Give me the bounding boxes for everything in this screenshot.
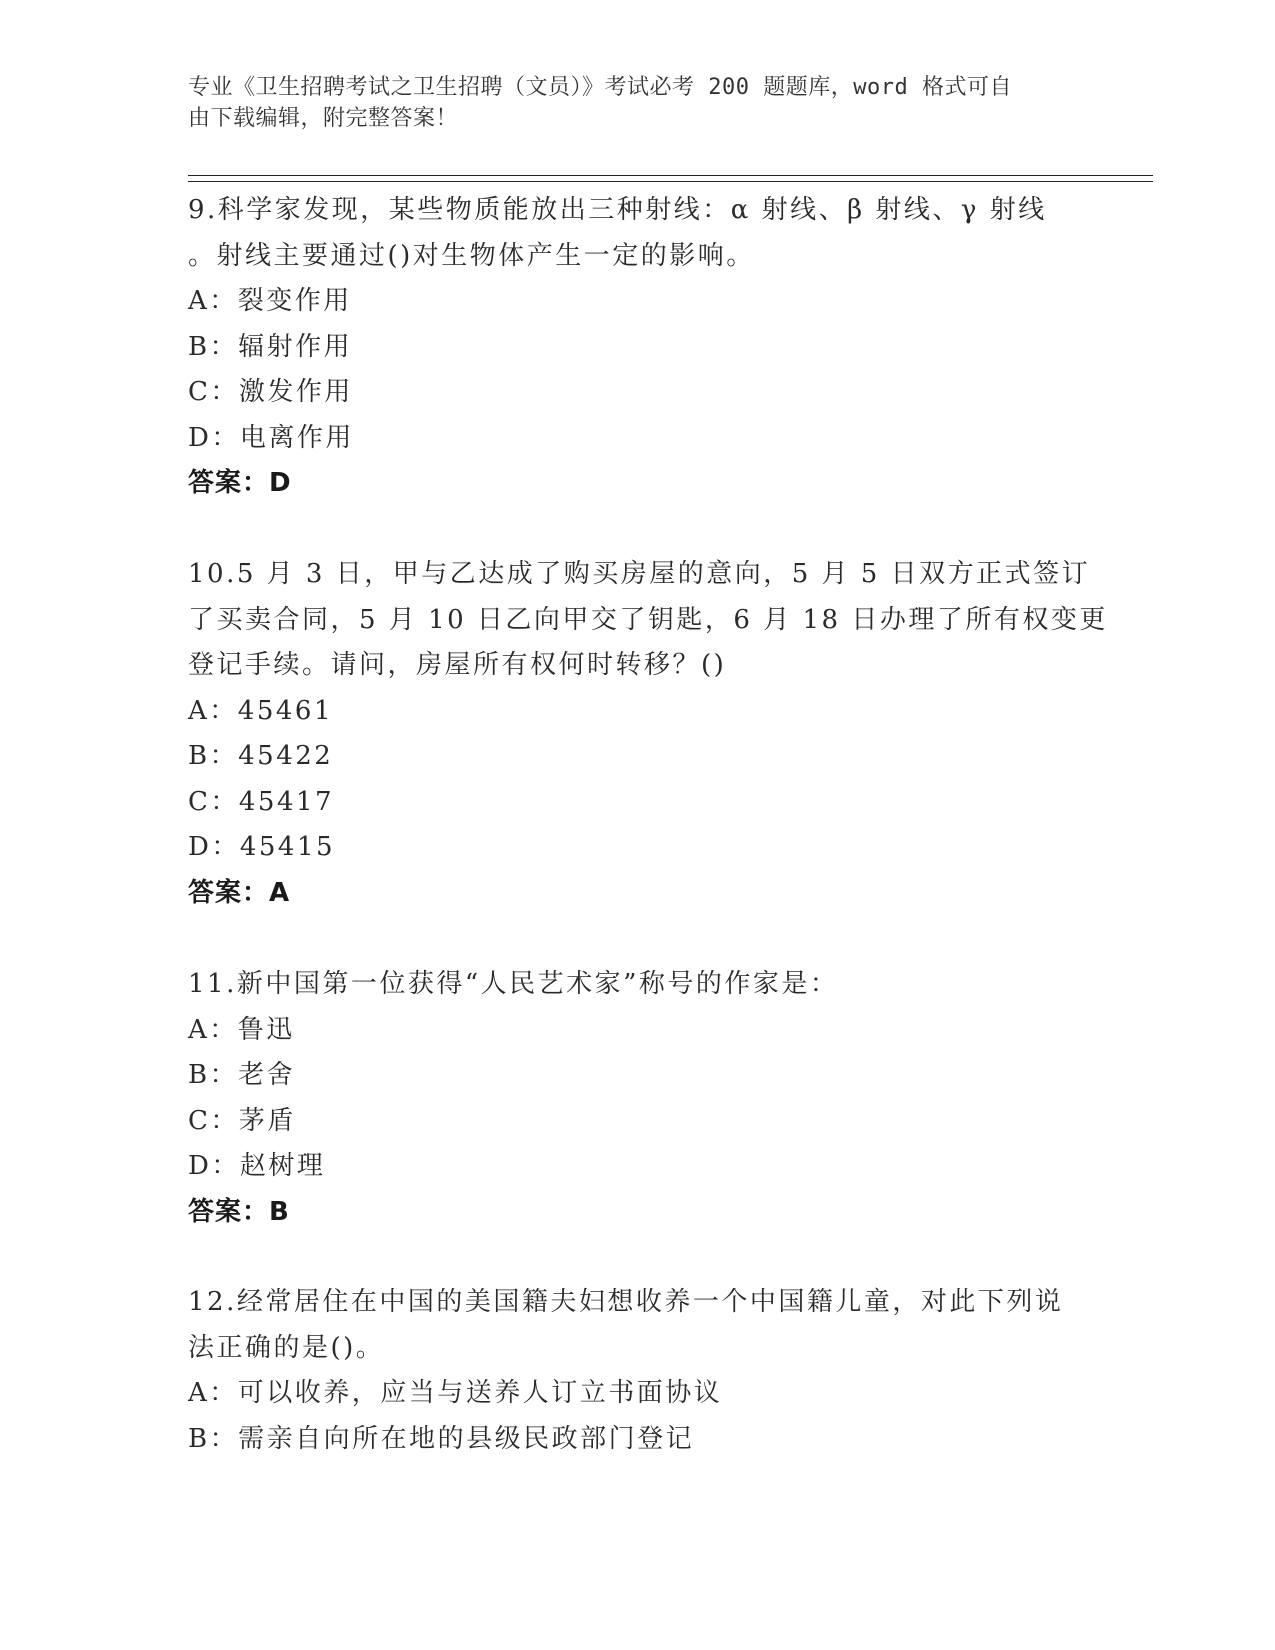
question-stem-line: 11.新中国第一位获得“人民艺术家”称号的作家是： [188,969,839,999]
option-b: B：辐射作用 [188,331,353,362]
option-a: A：鲁迅 [188,1014,295,1045]
option-c: C：茅盾 [188,1105,296,1136]
question-block [188,552,1108,916]
option-c: C：45417 [188,786,335,817]
header-line: 由下载编辑，附完整答案！ [188,106,459,131]
option-c: C：激发作用 [188,377,353,407]
header-line: 专业《卫生招聘考试之卫生招聘（文员）》考试必考 200 题题库，word 格式可自 [188,75,1012,100]
answer-line: 答案：B [188,1196,290,1227]
header-divider [188,175,1153,176]
option-b: B：老舍 [188,1060,296,1090]
question-stem-line: 9.科学家发现，某些物质能放出三种射线：α 射线、β 射线、γ 射线 [188,195,1047,225]
question-block [188,962,1088,1235]
option-d: D：电离作用 [188,422,354,453]
option-b: B：45422 [188,741,334,771]
option-b: B：需亲自向所在地的县级民政部门登记 [188,1423,695,1454]
question-stem-line: 12.经常居住在中国的美国籍夫妇想收养一个中国籍儿童，对此下列说 [188,1287,1064,1317]
option-a: A：裂变作用 [188,286,352,316]
option-d: D：赵树理 [188,1151,326,1181]
question-stem-line: 10.5 月 3 日，甲与乙达成了购买房屋的意向，5 月 5 日双方正式签订 [188,559,1091,589]
option-a: A：可以收养，应当与送养人订立书面协议 [188,1378,723,1408]
question-block [188,188,1088,507]
question-block [188,1280,1088,1462]
answer-line: 答案：A [188,877,291,908]
option-d: D：45415 [188,832,336,862]
question-stem-line: 法正确的是()。 [188,1332,385,1363]
question-stem-line: 登记手续。请问，房屋所有权何时转移？() [188,650,727,680]
question-stem-line: 。射线主要通过()对生物体产生一定的影响。 [188,240,755,271]
answer-line: 答案：D [188,468,292,498]
question-stem-line: 了买卖合同，5 月 10 日乙向甲交了钥匙，6 月 18 日办理了所有权变更 [188,604,1108,635]
option-a: A：45461 [188,695,333,726]
document-header [188,72,1068,134]
header-divider [188,181,1153,182]
